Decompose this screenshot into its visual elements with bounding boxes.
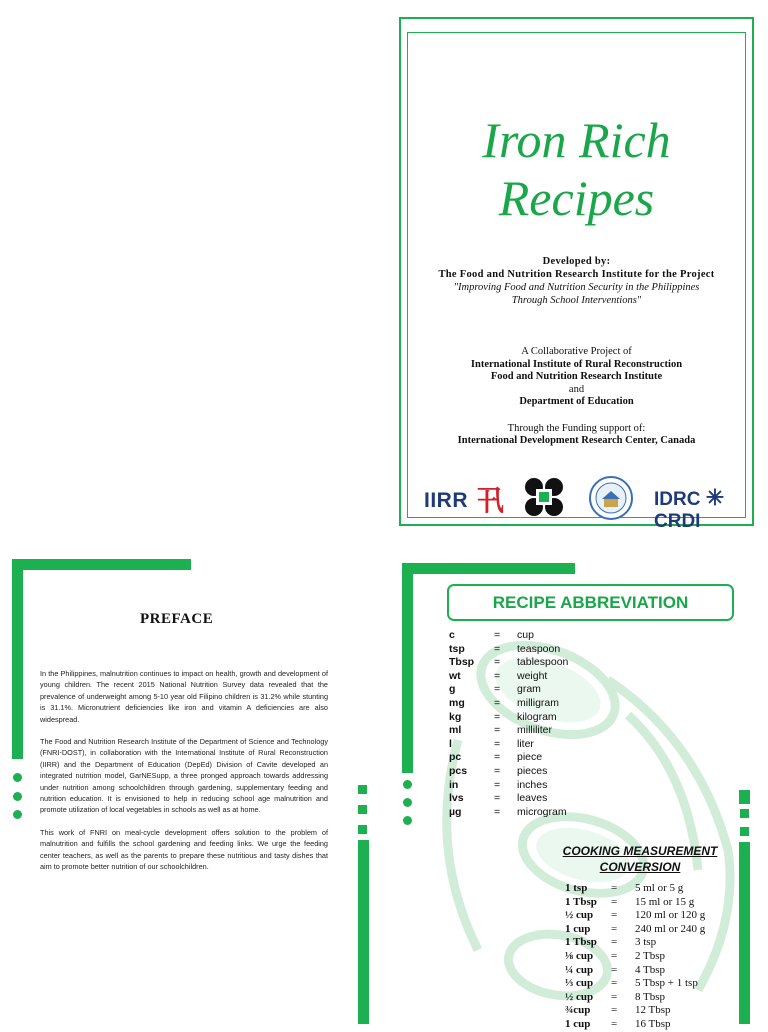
conversion-row-term: ¼ cup (565, 963, 594, 976)
abbreviation-row-equals: = (494, 751, 501, 764)
conversion-title-line1: COOKING MEASUREMENT (562, 844, 718, 858)
collab-intro: A Collaborative Project of (521, 346, 632, 357)
abbreviation-row-term: c (449, 629, 455, 641)
abbreviation-row-term: pcs (449, 764, 468, 777)
abbreviation-row-value: teaspoon (517, 642, 561, 655)
conversion-row-value: 5 Tbsp + 1 tsp (635, 977, 698, 990)
cover-title-line2: Recipes (498, 170, 655, 226)
partner-logos (418, 473, 735, 532)
abbreviation-row-term: µg (449, 805, 462, 818)
abbreviation-row (449, 683, 609, 697)
abbreviation-row-term: lvs (449, 792, 464, 805)
conversion-row-value: 2 Tbsp (635, 949, 666, 962)
abbreviation-row-value: tablespoon (517, 656, 569, 669)
conversion-row-term: 1 tsp (565, 882, 588, 894)
preface-left-bar (12, 559, 23, 759)
iirr-mark-icon: 卂 (476, 485, 505, 516)
conversion-row-term: ½ cup (565, 990, 594, 1003)
abbreviation-list (449, 629, 609, 819)
abbreviation-row-term: ml (449, 724, 462, 737)
conversion-row-term: ½ cup (565, 909, 594, 922)
abbreviation-row-equals: = (494, 629, 501, 641)
cover-page (399, 17, 754, 532)
cover-title (408, 111, 745, 227)
abbreviation-row-equals: = (494, 656, 501, 669)
conversion-row-value: 8 Tbsp (635, 990, 666, 1003)
idrc-text: IDRC (654, 489, 701, 510)
abbreviation-row-value: pieces (517, 764, 548, 777)
conversion-row-term: ⅛ cup (565, 949, 594, 962)
conversion-row-term: ⅓ cup (565, 977, 594, 990)
project-line1: "Improving Food and Nutrition Security in the Philippines (453, 282, 700, 293)
idrc-star-icon: ✳ (705, 485, 725, 510)
abbreviation-row-equals: = (494, 696, 501, 709)
abbreviation-row (449, 751, 609, 765)
conversion-row-equals: = (611, 1017, 618, 1030)
funder-name: International Development Research Center, Canada (457, 435, 696, 446)
abbreviation-row-value: piece (517, 751, 543, 764)
abbreviation-row (449, 765, 609, 779)
abbreviation-row-term: wt (449, 669, 461, 682)
fnri-logo-icon (522, 475, 566, 519)
abbreviation-row (449, 711, 609, 725)
conversion-row-value: 16 Tbsp (635, 1017, 671, 1030)
abbreviation-row-equals: = (494, 642, 501, 655)
abbreviation-row-term: in (449, 778, 459, 791)
abbreviation-row (449, 792, 609, 806)
abbreviation-row-term: mg (449, 696, 465, 709)
preface-top-bar (12, 559, 191, 570)
abbreviation-row-value: milligram (517, 696, 559, 709)
conversion-row-equals: = (611, 922, 618, 935)
abbreviation-row-value: weight (517, 669, 548, 682)
conversion-row-equals: = (611, 895, 618, 908)
abbreviation-row-equals: = (494, 792, 501, 805)
preface-paragraph-2: The Food and Nutrition Research Institute of the Department of Science and Technology (FNRI-DOST), in collaboration with the International Institute of Rural Reconstruction (IIRR) and the Department of Education (DepEd) Division of Cavite developed an integrated nutrition model, GarNESupp, a three pronged approach towards addressing under nutrition among schoolchildren through gardening, supplementary feeding and nutrition education. It is envisioned to help in reducing school age malnutrition and promote utilization of local vegetables in schools as well as at home. (40, 737, 328, 815)
partner-iirr: International Institute of Rural Reconstruction (470, 358, 683, 370)
conversion-row-value: 5 ml or 5 g (635, 882, 684, 894)
preface-dot-3 (13, 810, 22, 819)
preface-dot-1 (13, 773, 22, 782)
conversion-row-equals: = (611, 936, 618, 949)
abbreviation-row-equals: = (494, 764, 501, 777)
abbreviation-row (449, 670, 609, 684)
abbreviation-row-equals: = (494, 669, 501, 682)
and-label: and (568, 383, 585, 395)
preface-square-3 (358, 825, 367, 834)
conversion-row-value: 15 ml or 15 g (635, 895, 695, 908)
abbreviation-row-equals: = (494, 805, 501, 818)
abbreviation-row-value: gram (517, 683, 541, 696)
developer-name: The Food and Nutrition Research Institute for the Project (438, 269, 715, 280)
abbreviation-row-equals: = (494, 724, 501, 737)
collaboration-block (408, 346, 745, 448)
conversion-title-line2: CONVERSION (599, 860, 681, 874)
abbreviation-row-term: g (449, 683, 456, 696)
abbreviation-row (449, 697, 609, 711)
preface-square-2 (358, 805, 367, 814)
abbreviation-row (449, 643, 609, 657)
conversion-row-value: 12 Tbsp (635, 1004, 671, 1017)
preface-right-bar (358, 840, 369, 1024)
abbreviation-row-value: milliliter (517, 724, 552, 737)
abbreviation-row-term: l (449, 737, 452, 750)
conversion-row-value: 120 ml or 120 g (635, 909, 706, 922)
abbreviation-row (449, 738, 609, 752)
preface-paragraph-1: In the Philippines, malnutrition continues to impact on health, growth and development of young children. The recent 2015 National Nutrition Survey data revealed that the prevalence of underweight among 5-10 year old Filipino children is 31.2% while stunting is 31.1%. Micronutrient deficiencies like iron and vitamin A deficiencies are also widespread. (40, 669, 328, 724)
preface-dot-2 (13, 792, 22, 801)
preface-title: PREFACE (140, 611, 214, 627)
conversion-title (560, 843, 720, 875)
conversion-row-term: 1 cup (565, 1017, 591, 1030)
conversion-row-value: 3 tsp (635, 936, 657, 949)
abbreviation-row (449, 629, 609, 643)
idrc-crdi-logo (654, 485, 735, 533)
funding-intro: Through the Funding support of: (507, 422, 646, 434)
abbreviation-row (449, 779, 609, 793)
cover-inner-frame (407, 32, 746, 532)
partner-fnri: Food and Nutrition Research Institute (490, 371, 663, 382)
conversion-row-term: 1 Tbsp (565, 936, 597, 949)
abbreviation-row-value: kilogram (517, 710, 557, 723)
conversion-row-equals: = (611, 1004, 618, 1017)
preface-body (40, 668, 328, 884)
abbreviation-row-value: leaves (517, 792, 548, 805)
preface-square-1 (358, 785, 367, 794)
abbreviation-row-value: liter (517, 737, 534, 750)
abbreviation-row-value: cup (517, 629, 534, 641)
conversion-row-equals: = (611, 977, 618, 990)
deped-seal-icon (588, 475, 634, 521)
conversion-row-equals: = (611, 882, 618, 894)
abbreviation-row-term: Tbsp (449, 656, 475, 669)
crdi-text: CRDI (654, 511, 701, 532)
abbreviation-row-term: tsp (449, 642, 465, 655)
partner-deped: Department of Education (519, 396, 634, 407)
conversion-row-term: 1 cup (565, 922, 591, 935)
project-line2: Through School Interventions" (511, 295, 642, 306)
abbreviation-row (449, 806, 609, 820)
conversion-row-term: 1 Tbsp (565, 895, 597, 908)
abbr-top-bar (402, 563, 575, 574)
abbreviation-row (449, 656, 609, 670)
abbreviation-row-equals: = (494, 737, 501, 750)
conversion-row-equals: = (611, 909, 618, 922)
iirr-logo: IIRR (424, 489, 468, 512)
developed-by-label: Developed by: (542, 256, 611, 267)
abbreviation-row-term: pc (449, 751, 462, 764)
abbreviation-row (449, 724, 609, 738)
conversion-row-term: ¾cup (565, 1004, 591, 1017)
recipe-abbreviation-title: RECIPE ABBREVIATION (447, 584, 734, 621)
conversion-row-value: 240 ml or 240 g (635, 922, 706, 935)
abbreviation-row-term: kg (449, 710, 462, 723)
abbreviation-row-equals: = (494, 683, 501, 696)
abbreviation-row-equals: = (494, 710, 501, 723)
abbreviation-row-equals: = (494, 778, 501, 791)
conversion-row-value: 4 Tbsp (635, 963, 666, 976)
abbreviation-row-value: microgram (517, 805, 567, 818)
cover-title-line1: Iron Rich (482, 112, 671, 168)
conversion-row-equals: = (611, 990, 618, 1003)
conversion-row-equals: = (611, 963, 618, 976)
abbreviation-row-value: inches (517, 778, 548, 791)
developer-block (408, 255, 745, 307)
preface-paragraph-3: This work of FNRI on meal-cycle development offers solution to the problem of malnutrition and fulfills the school gardening and feeding links. We urge the feeding center teachers, as well as the parents to prepare these nutritious and tasty dishes that aim to promote better nutrition of our schoolchildren. (40, 827, 328, 872)
conversion-row-equals: = (611, 949, 618, 962)
